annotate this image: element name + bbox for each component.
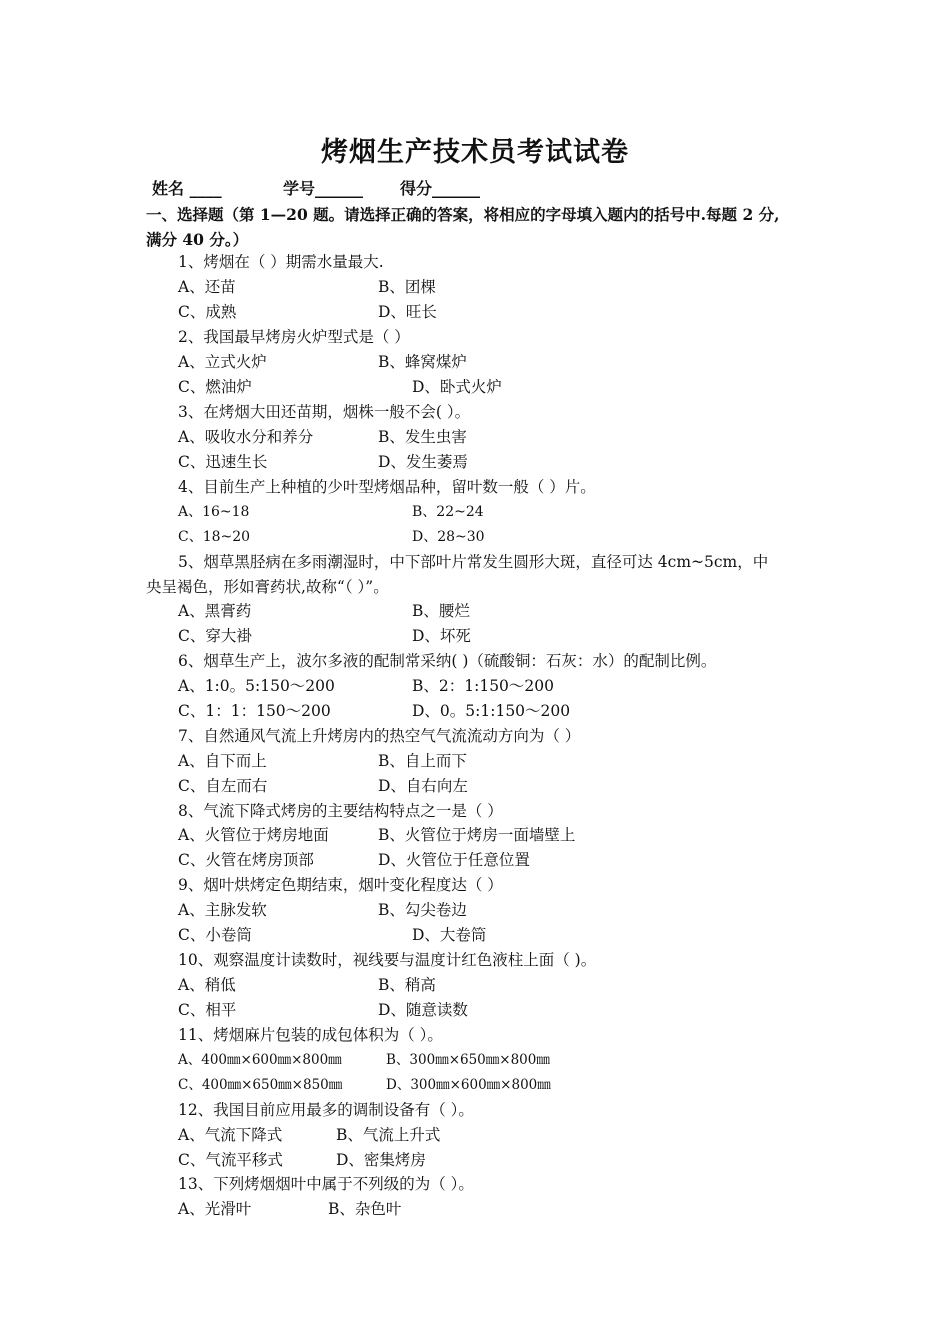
option-d: D、300㎜×600㎜×800㎜	[386, 1077, 551, 1093]
option-b: B、杂色叶	[328, 1200, 402, 1218]
option-a: A、稍低	[178, 976, 236, 994]
option-b: B、腰烂	[412, 602, 470, 620]
question-4: 4、目前生产上种植的少叶型烤烟品种，留叶数一般（ ）片。	[178, 478, 596, 496]
option-a: A、还苗	[178, 278, 236, 296]
option-c: C、18~20	[178, 529, 251, 545]
option-c: C、自左而右	[178, 777, 268, 795]
section-heading: 一、选择题（第 1—20 题。请选择正确的答案，将相应的字母填入题内的括号中.每题 2 分,	[146, 205, 780, 224]
option-a: A、1:0。5:150～200	[178, 677, 335, 695]
option-d: D、大卷筒	[412, 926, 487, 944]
question-12: 12、我国目前应用最多的调制设备有（ ）。	[178, 1101, 474, 1119]
option-d: D、发生萎焉	[378, 453, 468, 471]
score-field: 得分______	[400, 179, 481, 198]
question-10: 10、观察温度计读数时，视线要与温度计红色液柱上面（ )。	[178, 951, 597, 969]
student-id-field: 学号______	[283, 179, 364, 198]
option-a: A、光滑叶	[178, 1200, 252, 1218]
option-b: B、气流上升式	[336, 1126, 441, 1144]
option-c: C、气流平移式	[178, 1151, 283, 1169]
option-a: A、主脉发软	[178, 901, 267, 919]
question-9: 9、烟叶烘烤定色期结束，烟叶变化程度达（ ）	[178, 876, 503, 894]
option-d: D、随意读数	[378, 1001, 468, 1019]
option-b: B、自上而下	[378, 752, 467, 770]
question-13: 13、下列烤烟烟叶中属于不列级的为（ ）。	[178, 1175, 474, 1193]
option-a: A、气流下降式	[178, 1126, 283, 1144]
option-d: D、坏死	[412, 627, 471, 645]
option-c: C、1：1：150～200	[178, 702, 331, 720]
option-d: D、卧式火炉	[412, 378, 502, 396]
question-1: 1、烤烟在（ ）期需水量最大.	[178, 253, 384, 271]
option-d: D、旺长	[378, 303, 437, 321]
option-d: D、密集烤房	[336, 1151, 426, 1169]
option-a: A、火管位于烤房地面	[178, 826, 329, 844]
section-heading-cont: 满分 40 分。）	[146, 230, 249, 249]
question-11: 11、烤烟麻片包装的成包体积为（ ）。	[178, 1026, 443, 1044]
option-d: D、28~30	[412, 529, 485, 545]
option-a: A、自下而上	[178, 752, 267, 770]
question-8: 8、气流下降式烤房的主要结构特点之一是（ ）	[178, 802, 503, 820]
option-c: C、小卷筒	[178, 926, 252, 944]
option-c: C、燃油炉	[178, 378, 252, 396]
option-b: B、300㎜×650㎜×800㎜	[386, 1052, 550, 1068]
option-a: A、黑膏药	[178, 602, 252, 620]
option-d: D、自右向左	[378, 777, 468, 795]
question-5-cont: 央呈褐色，形如膏药状,故称“（ ）”。	[146, 578, 389, 596]
question-3: 3、在烤烟大田还苗期，烟株一般不会( ）。	[178, 403, 471, 421]
option-b: B、团棵	[378, 278, 436, 296]
option-a: A、400㎜×600㎜×800㎜	[178, 1052, 342, 1068]
option-b: B、2：1:150～200	[412, 677, 555, 695]
option-b: B、22~24	[412, 504, 484, 520]
option-b: B、火管位于烤房一面墙壁上	[378, 826, 576, 844]
question-5: 5、烟草黑胫病在多雨潮湿时，中下部叶片常发生圆形大斑，直径可达 4cm~5cm，中	[178, 553, 769, 571]
option-d: D、0。5:1:150～200	[412, 702, 571, 720]
question-7: 7、自然通风气流上升烤房内的热空气气流流动方向为（ ）	[178, 727, 581, 745]
option-c: C、穿大褂	[178, 627, 252, 645]
option-c: C、成熟	[178, 303, 237, 321]
question-2: 2、我国最早烤房火炉型式是（ ）	[178, 328, 410, 346]
name-field: 姓名 ____	[152, 179, 222, 198]
option-b: B、发生虫害	[378, 428, 467, 446]
question-6: 6、烟草生产上，波尔多液的配制常采纳( )（硫酸铜：石灰：水）的配制比例。	[178, 652, 717, 670]
option-a: A、立式火炉	[178, 353, 267, 371]
option-b: B、蜂窝煤炉	[378, 353, 467, 371]
option-a: A、16~18	[178, 504, 250, 520]
page-title: 烤烟生产技术员考试试卷	[321, 137, 629, 168]
option-c: C、火管在烤房顶部	[178, 851, 314, 869]
option-c: C、相平	[178, 1001, 237, 1019]
option-c: C、400㎜×650㎜×850㎜	[178, 1077, 343, 1093]
option-b: B、稍高	[378, 976, 436, 994]
option-c: C、迅速生长	[178, 453, 268, 471]
option-b: B、勾尖卷边	[378, 901, 467, 919]
option-d: D、火管位于任意位置	[378, 851, 530, 869]
option-a: A、吸收水分和养分	[178, 428, 314, 446]
